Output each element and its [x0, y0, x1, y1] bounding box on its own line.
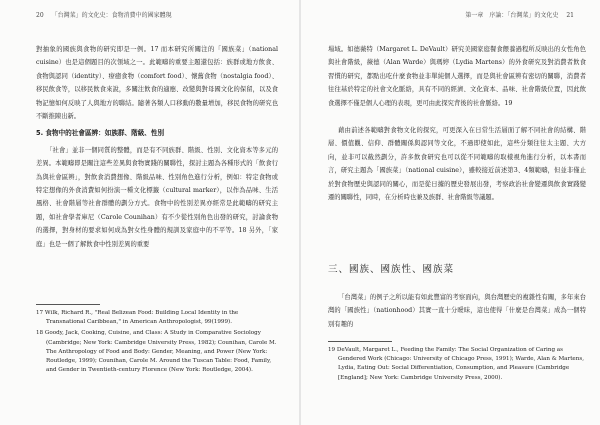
footnote-18: 18 Goody, Jack, Cooking, Cuisine, and Class: A Study in Comparative Sociology (Cambridge; New York: Cambridge University Press, 1982); Counihan, Carole M. The Anthropology of Food and Body: Gender, Meaning, and Power (New York: Routledge, 1999); Counihan, Carole M. Around the Tuscan Table: Food, Family, and Gender in Twentieth-century Florence (New York: Routledge, 2004). [36, 330, 277, 374]
left-body-text [36, 43, 278, 251]
left-footnotes [36, 309, 278, 377]
left-footnote-rule [36, 304, 100, 305]
right-paragraph-review: 藉由前述各範疇對食物文化的探究，可更深入在日常生活層面了解不同社會的結構、階層、價值觀、信仰、群體關係與認同等文化，不過即使如此，這些分類往往太主題、大方向，並非可以截然劃分，許多飲食研究也可以從不同範疇的取樣視角進行分析，以本書而言，研究主題為「國族菜」（national cuisine），雖較接近前述第3、4類範疇，但並非僅止於對食物歷史與認同的關心，而是從日據的歷史發展出發，考察政治社會變遷與飲食實踐變遷的關聯性，同時，在分析時也兼及族群、社會階級等議題。 [328, 127, 586, 202]
right-footnote-rule [328, 341, 392, 342]
left-page-number: 20 [36, 12, 44, 19]
right-footnotes [328, 346, 586, 385]
left-running-head-title: 「台灣菜」的文化史：食物消費中的國家體現 [51, 12, 172, 19]
book-spine [299, 0, 301, 425]
right-page-number: 21 [566, 12, 574, 19]
right-paragraph-section: 「台灣菜」的例子之所以能有如此豐富的考察面向，與台灣歷史的複雜性有關，多年來台灣的「國族性」（nationhood）其實一直十分曖昧，這也使得「什麼是台灣菜」成為一個特別有趣的 [328, 294, 586, 328]
left-paragraph-top: 對抽象的國族與食物的研究即是一例。17 而本研究所關注的「國族菜」（national cuisine）也是這個題目的次領域之一。此範疇的重要主題還包括：族群或地方飲食、食物與認同（identity）、療癒食物（comfort food）、懷舊食物（nostalgia food）、移民飲食等，以移民飲食來說，多關注飲食的適應、改變與對母國文化的保留，以及食物記憶如何反映了人與地方的聯結。隨著各類人口移動的數量增加，移民食物的研究也不斷推陳出新。 [36, 46, 278, 121]
left-page [0, 0, 292, 425]
left-section-title: 5. 食物中的社會區辨：如族群、階級、性別 [36, 129, 165, 138]
right-section-heading: 三、國族、國族性、國族菜 [328, 264, 455, 275]
right-body-text-2 [328, 291, 586, 331]
right-page [308, 0, 600, 425]
right-paragraph-continued: 場域。如德薇特（Margaret L. DeVault）研究美國家庭餐食餵養過程所反映出的女性角色與社會階級，薇德（Alan Warde）與瑪婷（Lydia Martens）的外食研究及對消費者飲食習慣的研究，都點出吃什麼食物並非單純個人選擇，而是與社會區辨有密切的關聯，消費者往往基於特定的社會文化脈絡，具有不同的經濟、文化資本、品味、社會階級位置，因此飲食選擇不僅是個人心理的表現，更可由此探究背後的社會脈絡。19 [328, 46, 586, 107]
right-body-text-1 [328, 43, 586, 204]
footnote-17: 17 Wilk, Richard R., "Real Belizean Food: Building Local Identity in the Transnational Caribbean," in American Anthropologist, 99(1999). [36, 310, 239, 326]
left-running-head [36, 12, 272, 20]
left-paragraph-section: 「社會」並非一個同質的整體，而是有不同族群、階級、性別、文化資本等多元的差異。本範疇即是關注這些差異與食物實踐的關聯性，探討主題為各種形式的「飲食行為與社會區辨」，對飲食消費想像、階級品味、性別角色進行分析，例如：特定食物或特定想像的外食消費如何扮演一種文化標籤（cultural marker），以作為品味、生活風格、社會階層等社會群體的劃分方式。食物中的性別差異亦經常是此範疇的研究主題，如社會學者庫尼（Carole Counihan）有不少從性別角色出發的研究，討論食物的選擇，對身材的要求如何成為對女性身體的規訓及家庭中的不平等。18 另外，「家庭」也是一個了解飲食中性別差異的重要 [36, 146, 278, 248]
right-running-head-title: 第一章 序論：「台灣菜」的文化史 [465, 12, 559, 19]
right-running-head [328, 12, 574, 20]
footnote-19: 19 DeVault, Margaret L., Feeding the Family: The Social Organization of Caring as Gendered Work (Chicago: University of Chicago Press, 1991); Warde, Alan & Martens, Lydia, Eating Out: Social Differentiation, Consumption, and Pleasure (Cambridge [England]; New York: Cambridge University Press, 2000). [328, 347, 584, 381]
